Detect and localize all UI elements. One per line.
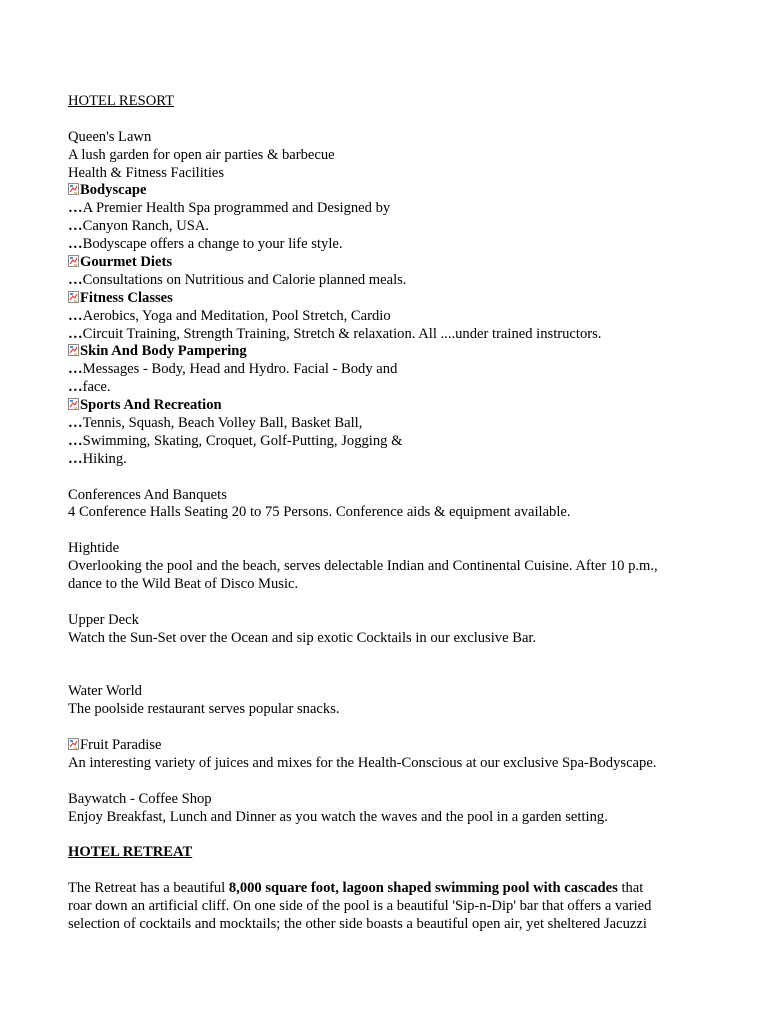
- retreat-intro: The Retreat has a beautiful: [68, 880, 229, 897]
- queens-lawn-desc: A lush garden for open air parties & barbecue: [68, 146, 335, 163]
- retreat-paragraph-line: [68, 880, 708, 898]
- facility-detail-text: face.: [82, 379, 111, 396]
- facility-detail-line: [68, 379, 708, 397]
- health-fitness-heading: Health & Fitness Facilities: [68, 164, 225, 181]
- facilities-list: [68, 182, 708, 468]
- facility-detail-line: [68, 236, 708, 254]
- broken-image-icon: [68, 344, 79, 356]
- facility-title: Skin And Body Pampering: [80, 343, 247, 360]
- document-page: [68, 93, 708, 934]
- facility-detail-text: Circuit Training, Strength Training, Stretch & relaxation. All ....under trained instructors.: [82, 325, 602, 342]
- hightide-desc-line: dance to the Wild Beat of Disco Music.: [68, 576, 299, 593]
- facility-title: Gourmet Diets: [80, 254, 172, 271]
- hightide-heading: Hightide: [68, 540, 120, 557]
- broken-image-icon: [68, 291, 79, 303]
- facility-detail-line: [68, 308, 708, 326]
- facility-detail-text: Swimming, Skating, Croquet, Golf-Putting, Jogging &: [82, 432, 403, 449]
- ellipsis-bullet: …: [68, 200, 83, 217]
- ellipsis-bullet: …: [68, 325, 83, 342]
- ellipsis-bullet: …: [68, 271, 83, 288]
- water-world-desc: The poolside restaurant serves popular snacks.: [68, 701, 340, 718]
- ellipsis-bullet: …: [68, 236, 83, 253]
- ellipsis-bullet: …: [68, 432, 83, 449]
- facility-heading: [68, 254, 708, 272]
- upper-deck-heading: Upper Deck: [68, 611, 139, 628]
- conferences-desc: 4 Conference Halls Seating 20 to 75 Persons. Conference aids & equipment available.: [68, 504, 571, 521]
- facility-detail-line: [68, 433, 708, 451]
- facility-detail-line: [68, 415, 708, 433]
- facility-title: Sports And Recreation: [80, 397, 222, 414]
- facility-heading: [68, 290, 708, 308]
- facility-detail-line: [68, 326, 708, 344]
- broken-image-icon: [68, 255, 79, 267]
- broken-image-icon: [68, 183, 79, 195]
- upper-deck-desc: Watch the Sun-Set over the Ocean and sip exotic Cocktails in our exclusive Bar.: [68, 629, 537, 646]
- ellipsis-bullet: …: [68, 307, 83, 324]
- facility-detail-text: Bodyscape offers a change to your life style.: [82, 236, 343, 253]
- hightide-desc-line: Overlooking the pool and the beach, serves delectable Indian and Continental Cuisine. After 10 p.m.,: [68, 558, 658, 575]
- facility-detail-text: Hiking.: [82, 450, 127, 467]
- ellipsis-bullet: …: [68, 218, 83, 235]
- baywatch-desc: Enjoy Breakfast, Lunch and Dinner as you watch the waves and the pool in a garden setting.: [68, 808, 608, 825]
- ellipsis-bullet: …: [68, 379, 83, 396]
- facility-detail-line: [68, 451, 708, 469]
- broken-image-icon: [68, 738, 79, 750]
- page-title: HOTEL RESORT: [68, 93, 175, 109]
- facility-title: Bodyscape: [80, 182, 147, 199]
- queens-lawn-heading: Queen's Lawn: [68, 128, 152, 145]
- ellipsis-bullet: …: [68, 415, 83, 432]
- facility-heading: [68, 182, 708, 200]
- facility-heading: [68, 397, 708, 415]
- ellipsis-bullet: …: [68, 361, 83, 378]
- facility-detail-text: A Premier Health Spa programmed and Designed by: [82, 200, 391, 217]
- fruit-paradise-heading: [68, 737, 708, 755]
- broken-image-icon: [68, 398, 79, 410]
- facility-detail-text: Messages - Body, Head and Hydro. Facial - Body and: [82, 361, 398, 378]
- ellipsis-bullet: …: [68, 450, 83, 467]
- water-world-heading: Water World: [68, 683, 142, 700]
- facility-detail-text: Tennis, Squash, Beach Volley Ball, Basket Ball,: [82, 415, 363, 432]
- facility-title: Fitness Classes: [80, 289, 173, 306]
- facility-detail-line: [68, 200, 708, 218]
- facility-detail-text: Consultations on Nutritious and Calorie planned meals.: [82, 271, 407, 288]
- facility-heading: [68, 343, 708, 361]
- retreat-heading: HOTEL RETREAT: [68, 844, 193, 861]
- facility-detail-line: [68, 218, 708, 236]
- conferences-heading: Conferences And Banquets: [68, 486, 227, 503]
- facility-detail-text: Aerobics, Yoga and Meditation, Pool Stretch, Cardio: [82, 307, 391, 324]
- facility-detail-text: Canyon Ranch, USA.: [82, 218, 210, 235]
- facility-detail-line: [68, 361, 708, 379]
- retreat-pool-highlight: 8,000 square foot, lagoon shaped swimming pool with cascades: [228, 880, 618, 897]
- fruit-paradise-desc: An interesting variety of juices and mixes for the Health-Conscious at our exclusive Spa-Bodyscape.: [68, 754, 657, 771]
- baywatch-heading: Baywatch - Coffee Shop: [68, 790, 212, 807]
- retreat-paragraph-line: selection of cocktails and mocktails; the other side boasts a beautiful open air, yet sheltered Jacuzzi: [68, 915, 647, 932]
- fruit-paradise-title: Fruit Paradise: [80, 737, 162, 754]
- facility-detail-line: [68, 272, 708, 290]
- retreat-paragraph-line: roar down an artificial cliff. On one side of the pool is a beautiful 'Sip-n-Dip' bar that offers a varied: [68, 898, 652, 915]
- retreat-line1-end: that: [617, 880, 644, 897]
